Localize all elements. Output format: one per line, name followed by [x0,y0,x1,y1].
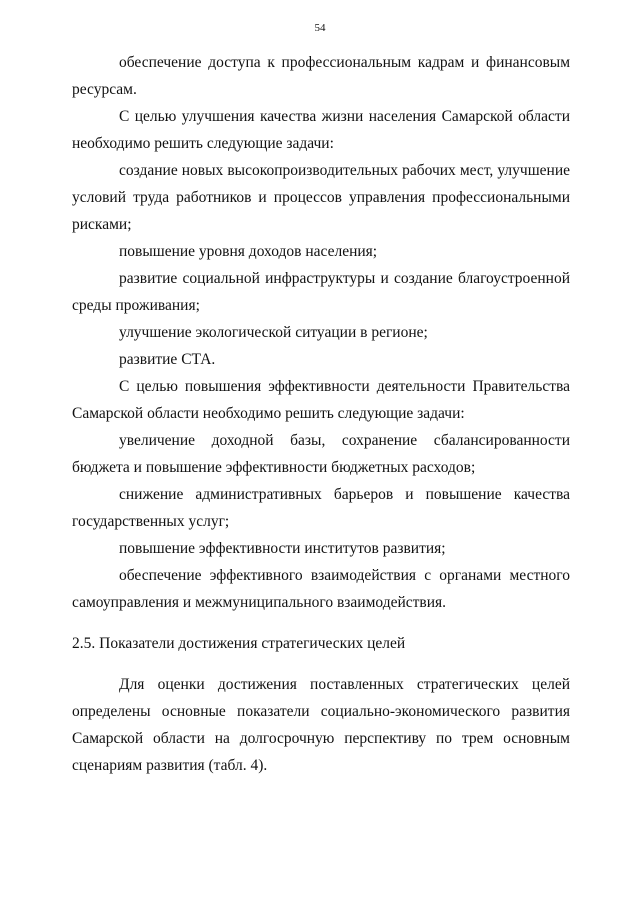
paragraph: развитие СТА. [119,351,216,368]
paragraph: Для оценки достижения поставленных стратегических целей определены основные показатели социально-экономического развития Самарской области на долгосрочную перспективу по трем основным сценариям развития (табл. 4). [72,676,570,774]
paragraph: С целью улучшения качества жизни населения Самарской области необходимо решить следующие задачи: [72,108,570,152]
paragraph: создание новых высокопроизводительных рабочих мест, улучшение условий труда работников и процессов управления профессиональными рисками; [72,162,570,233]
paragraph: повышение уровня доходов населения; [119,243,378,260]
paragraph: обеспечение эффективного взаимодействия с органами местного самоуправления и межмуниципального взаимодействия. [72,567,570,611]
paragraph: С целью повышения эффективности деятельности Правительства Самарской области необходимо решить следующие задачи: [72,378,570,422]
section-heading: 2.5. Показатели достижения стратегических целей [72,635,406,652]
document-body [72,49,570,779]
paragraph: обеспечение доступа к профессиональным кадрам и финансовым ресурсам. [72,54,570,98]
paragraph: повышение эффективности институтов развития; [119,540,446,557]
page-number: 54 [314,22,326,34]
paragraph: снижение административных барьеров и повышение качества государственных услуг; [72,486,570,530]
paragraph: развитие социальной инфраструктуры и создание благоустроенной среды проживания; [72,270,570,314]
paragraph: улучшение экологической ситуации в регионе; [119,324,428,341]
paragraph: увеличение доходной базы, сохранение сбалансированности бюджета и повышение эффективности бюджетных расходов; [72,432,570,476]
